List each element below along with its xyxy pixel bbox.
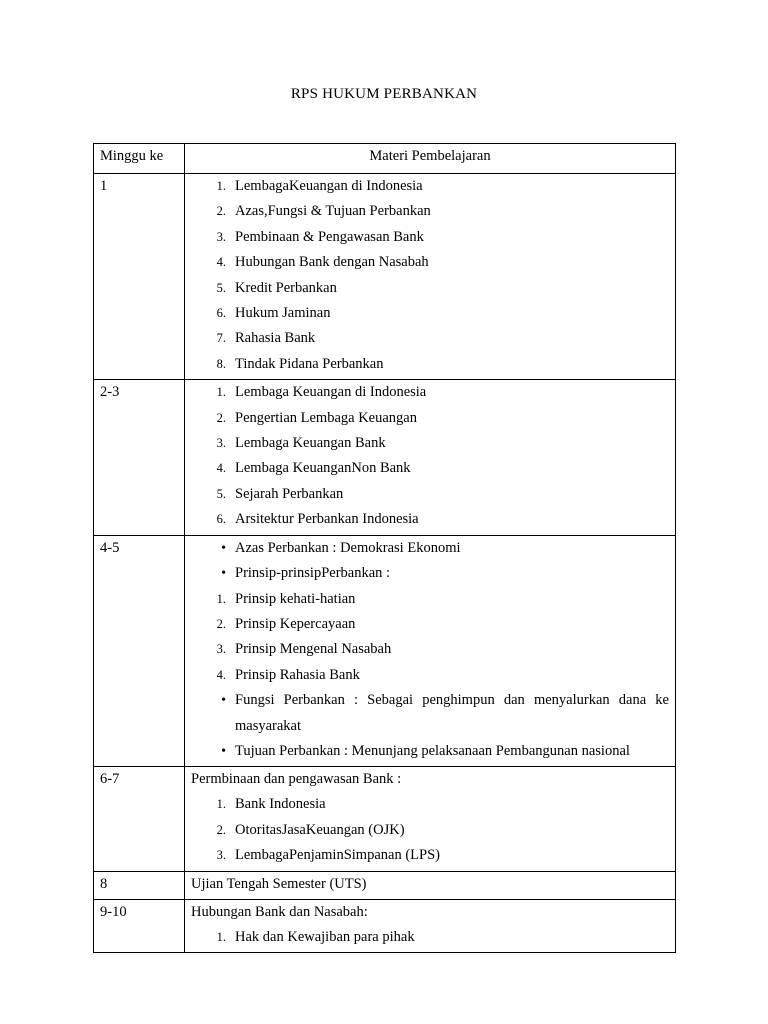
list-number: 2. xyxy=(216,616,226,631)
list-item-text: Prinsip Rahasia Bank xyxy=(235,666,360,683)
list-item-text: Hubungan Bank dengan Nasabah xyxy=(235,254,429,271)
list-number: 8. xyxy=(216,356,226,371)
list-item xyxy=(191,739,669,764)
bullet-icon: • xyxy=(221,693,226,709)
list-item-text: Tindak Pidana Perbankan xyxy=(235,355,384,372)
list-item xyxy=(191,587,669,612)
table-row xyxy=(94,174,676,380)
list-number: 4. xyxy=(216,461,226,476)
list-number: 7. xyxy=(216,331,226,346)
header-week: Minggu ke xyxy=(94,144,185,174)
list-item xyxy=(191,380,669,405)
list-item-text: Bank Indonesia xyxy=(235,796,326,813)
week-cell: 1 xyxy=(94,174,185,380)
list-item-text: Hukum Jaminan xyxy=(235,305,331,322)
list-item xyxy=(191,301,669,326)
list-item xyxy=(191,199,669,224)
list-item xyxy=(191,225,669,250)
list-item xyxy=(191,925,669,950)
list-number: 2. xyxy=(216,204,226,219)
material-cell xyxy=(185,380,676,535)
list-number: 1. xyxy=(216,385,226,400)
list-item-text: Tujuan Perbankan : Menunjang pelaksanaan Pembangunan nasional xyxy=(235,742,630,759)
list-number: 1. xyxy=(216,591,226,606)
list-item-text: Pembinaan & Pengawasan Bank xyxy=(235,228,424,245)
bullet-icon: • xyxy=(221,540,226,556)
list-number: 6. xyxy=(216,512,226,527)
list-item xyxy=(191,792,669,817)
list-number: 5. xyxy=(216,486,226,501)
list-item xyxy=(191,507,669,532)
list-number: 3. xyxy=(216,436,226,451)
list-number: 1. xyxy=(216,929,226,944)
material-cell xyxy=(185,871,676,899)
list-item-text: Sejarah Perbankan xyxy=(235,485,344,502)
bullet-icon: • xyxy=(221,566,226,582)
list-number: 4. xyxy=(216,255,226,270)
list-number: 3. xyxy=(216,642,226,657)
table-body xyxy=(94,174,676,953)
list-item-text: Lembaga Keuangan di Indonesia xyxy=(235,384,427,401)
week-cell: 9-10 xyxy=(94,899,185,952)
list-item-text: Fungsi Perbankan : Sebagai penghimpun dan menyalurkan dana ke masyarakat xyxy=(235,692,669,734)
list-number: 6. xyxy=(216,306,226,321)
list-item xyxy=(191,536,669,561)
list-item xyxy=(191,637,669,662)
list-item xyxy=(191,663,669,688)
list-number: 2. xyxy=(216,410,226,425)
table-row xyxy=(94,899,676,952)
list-number: 4. xyxy=(216,667,226,682)
list-item xyxy=(191,818,669,843)
week-cell: 2-3 xyxy=(94,380,185,535)
list-number: 2. xyxy=(216,822,226,837)
list-item-text: Azas,Fungsi & Tujuan Perbankan xyxy=(235,203,431,220)
list-item-text: Prinsip kehati-hatian xyxy=(235,590,356,607)
list-number: 3. xyxy=(216,848,226,863)
list-item-text: LembagaPenjaminSimpanan (LPS) xyxy=(235,847,440,864)
list-item-text: Prinsip Mengenal Nasabah xyxy=(235,641,392,658)
header-material: Materi Pembelajaran xyxy=(185,144,676,174)
week-cell: 6-7 xyxy=(94,767,185,871)
list-number: 1. xyxy=(216,179,226,193)
table-row xyxy=(94,380,676,535)
document-title: RPS HUKUM PERBANKAN xyxy=(290,86,478,102)
list-item xyxy=(191,250,669,275)
table-row xyxy=(94,535,676,767)
table-header-row xyxy=(94,144,676,174)
list-item-text: Pengertian Lembaga Keuangan xyxy=(235,409,417,426)
material-intro: Ujian Tengah Semester (UTS) xyxy=(191,875,367,892)
list-number: 1. xyxy=(216,797,226,812)
material-cell xyxy=(185,174,676,380)
list-item-text: Lembaga Keuangan Bank xyxy=(235,435,386,452)
rps-table xyxy=(93,143,676,953)
list-item-text: Kredit Perbankan xyxy=(235,279,337,296)
list-item xyxy=(191,843,669,868)
list-item-text: Lembaga KeuanganNon Bank xyxy=(235,460,411,477)
material-intro: Hubungan Bank dan Nasabah: xyxy=(191,903,368,920)
list-item xyxy=(191,326,669,351)
list-item-text: LembagaKeuangan di Indonesia xyxy=(235,178,423,194)
list-item-text: Hak dan Kewajiban para pihak xyxy=(235,928,415,945)
list-item-text: Rahasia Bank xyxy=(235,330,316,347)
material-intro: Permbinaan dan pengawasan Bank : xyxy=(191,771,402,788)
week-cell: 4-5 xyxy=(94,535,185,767)
list-number: 3. xyxy=(216,229,226,244)
material-cell xyxy=(185,535,676,767)
table-row xyxy=(94,767,676,871)
list-item xyxy=(191,482,669,507)
list-item-text: Prinsip-prinsipPerbankan : xyxy=(235,565,391,582)
week-cell: 8 xyxy=(94,871,185,899)
list-item xyxy=(191,431,669,456)
list-item-text: Arsitektur Perbankan Indonesia xyxy=(235,511,419,528)
list-item-text: Azas Perbankan : Demokrasi Ekonomi xyxy=(235,539,461,556)
material-cell xyxy=(185,767,676,871)
material-cell xyxy=(185,899,676,952)
list-item xyxy=(191,688,669,739)
list-item xyxy=(191,352,669,377)
list-item xyxy=(191,276,669,301)
list-item xyxy=(191,561,669,586)
list-item xyxy=(191,612,669,637)
list-number: 5. xyxy=(216,280,226,295)
bullet-icon: • xyxy=(221,743,226,759)
list-item xyxy=(191,456,669,481)
list-item xyxy=(191,174,669,199)
list-item-text: OtoritasJasaKeuangan (OJK) xyxy=(235,821,405,838)
list-item-text: Prinsip Kepercayaan xyxy=(235,615,356,632)
table-row xyxy=(94,871,676,899)
list-item xyxy=(191,406,669,431)
